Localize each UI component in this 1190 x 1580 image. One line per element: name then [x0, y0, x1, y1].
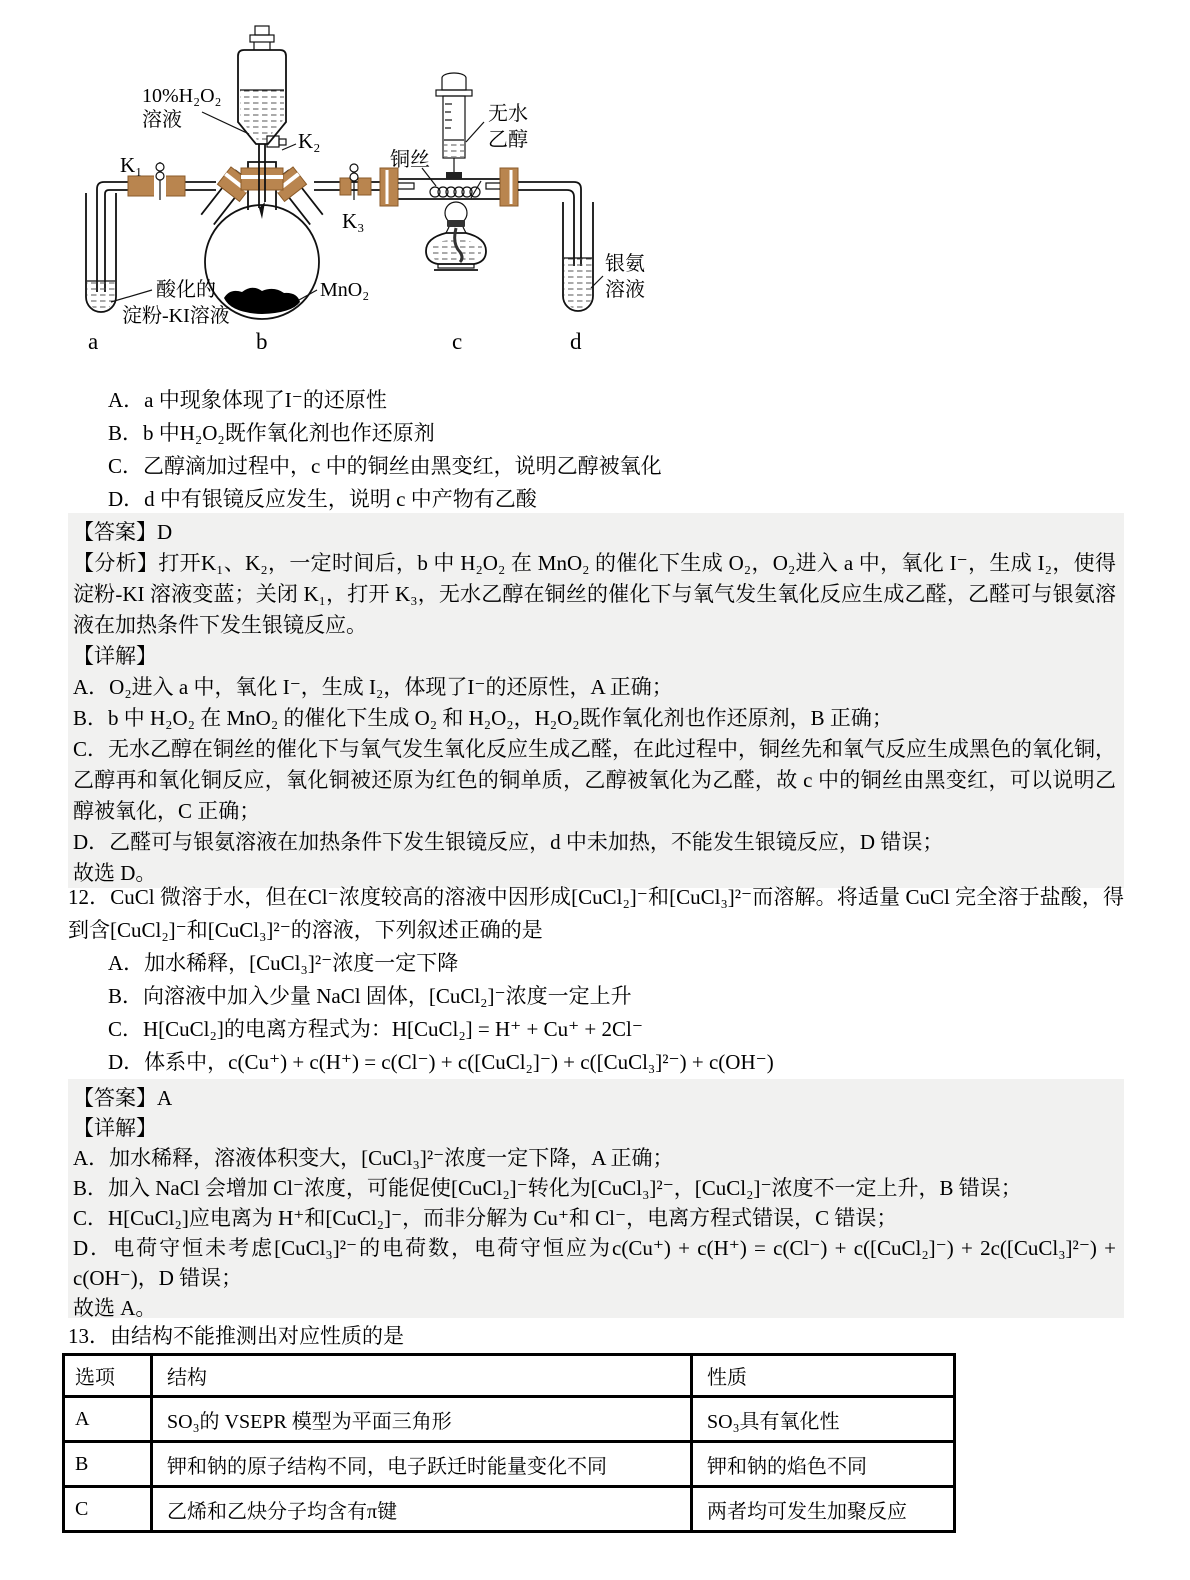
q11-answer: 【答案】D: [73, 520, 173, 544]
label-mno2: MnO₂: [320, 279, 370, 301]
ethanol-liquid: [444, 140, 464, 157]
tube-right-stopper: [500, 168, 518, 206]
label-silver-line2: 溶液: [605, 279, 645, 301]
q11-option-d: D．d 中有银镜反应发生，说明 c 中产物有乙酸: [108, 487, 537, 511]
question-12: [68, 881, 1124, 1079]
label-silver-line1: 银氨: [605, 253, 645, 275]
apparatus-diagram: [64, 16, 684, 366]
q11-detail-d: D．乙醛可与银氨溶液在加热条件下发生银镜反应，d 中未加热，不能发生银镜反应，D 错误；: [73, 830, 944, 854]
q11-answer-block: [68, 513, 1124, 888]
q12-detail-title: 【详解】: [73, 1116, 157, 1140]
q11-conclusion: 故选 D。: [73, 861, 157, 885]
row-c-option: C: [64, 1487, 152, 1532]
row-a-structure: SO₃的 VSEPR 模型为平面三角形: [152, 1397, 692, 1442]
q13-table: [62, 1353, 956, 1533]
row-b-property: 钾和钠的焰色不同: [692, 1442, 955, 1487]
pipe-tube-to-d: [518, 182, 581, 266]
stopcock-handle-icon: [156, 163, 164, 171]
needle-connector: [446, 172, 462, 179]
label-copper-wire: 铜丝: [390, 149, 430, 171]
q12-option-a: A．加水稀释，[CuCl₃]²⁻浓度一定下降: [108, 951, 459, 975]
label-k2: K₂: [298, 129, 321, 153]
q12-detail-a: A．加水稀释，溶液体积变大，[CuCl₃]²⁻浓度一定下降，A 正确；: [73, 1146, 674, 1170]
letter-d: d: [570, 329, 582, 354]
q12-answer: 【答案】A: [73, 1086, 173, 1110]
q12-conclusion: 故选 A。: [73, 1296, 157, 1320]
letter-b: b: [256, 329, 268, 354]
table-header-property: 性质: [692, 1355, 955, 1397]
table-header-row: [64, 1355, 955, 1397]
row-c-property: 两者均可发生加聚反应: [692, 1487, 955, 1532]
table-row: [64, 1487, 955, 1532]
q11-detail-title: 【详解】: [73, 644, 157, 668]
test-tube-a: [86, 193, 116, 312]
q11-detail-a: A．O₂进入 a 中，氧化 I⁻，生成 I₂，体现了I⁻的还原性，A 正确；: [73, 675, 673, 699]
table-row: [64, 1442, 955, 1487]
q11-analysis: 【分析】打开K₁、K₂，一定时间后，b 中 H₂O₂ 在 MnO₂ 的催化下生成 O₂，O₂进入 a 中，氧化 I⁻，生成 I₂，使得淀粉-KI 溶液变蓝；关闭 K₁，打开 K₃，无水乙醇在铜丝的催化下与氧气发生氧化反应生成乙醛，乙醛可与银氨溶液在加热条件下发生银镜反应。: [73, 551, 1116, 637]
label-starch-line1: 酸化的: [156, 279, 216, 301]
letter-a: a: [88, 329, 99, 354]
q12-stem: 12．CuCl 微溶于水，但在Cl⁻浓度较高的溶液中因形成[CuCl₂]⁻和[CuCl₃]²⁻而溶解。将适量 CuCl 完全溶于盐酸，得到含[CuCl₂]⁻和[CuCl₃]²⁻的溶液，下列叙述正确的是: [68, 885, 1124, 942]
tube-left-stopper: [380, 168, 398, 206]
alcohol-lamp: [426, 202, 486, 270]
letter-c: c: [452, 329, 463, 354]
q12-detail-b: B．加入 NaCl 会增加 Cl⁻浓度，可能促使[CuCl₂]⁻转化为[CuCl₃]²⁻，[CuCl₂]⁻浓度不一定上升，B 错误；: [73, 1176, 1022, 1200]
q12-option-c: C．H[CuCl₂]的电离方程式为：H[CuCl₂] = H⁺ + Cu⁺ + 2Cl⁻: [108, 1017, 643, 1041]
table-header-structure: 结构: [152, 1355, 692, 1397]
row-a-option: A: [64, 1397, 152, 1442]
starch-ki-liquid: [87, 281, 115, 310]
mno2-solid: [224, 288, 300, 314]
table-row: [64, 1397, 955, 1442]
label-h2o2-line1: 10%H₂O₂: [142, 85, 222, 107]
label-ethanol-line1: 无水: [488, 103, 528, 125]
q13-stem: 13．由结构不能推测出对应性质的是: [68, 1324, 404, 1348]
q12-detail-c: C．H[CuCl₂]应电离为 H⁺和[CuCl₂]⁻，而非分解为 Cu⁺和 Cl⁻，电离方程式错误，C 错误；: [73, 1206, 898, 1230]
q11-detail-c: C．无水乙醇在铜丝的催化下与氧气发生氧化反应生成乙醛，在此过程中，铜丝先和氧气反应生成黑色的氧化铜，乙醇再和氧化铜反应，氧化铜被还原为红色的铜单质，乙醇被氧化为乙醛，故 c 中的铜丝由黑变红，可以说明乙醇被氧化，C 正确；: [73, 737, 1117, 823]
q12-detail-d: D．电荷守恒未考虑[CuCl₃]²⁻的电荷数，电荷守恒应为c(Cu⁺) + c(H⁺) = c(Cl⁻) + c([CuCl₂]⁻) + 2c([CuCl₃]²⁻) + c(OH⁻)，D 错误；: [73, 1236, 1116, 1290]
q11-options: [108, 384, 662, 516]
lamp-cap: [447, 220, 465, 227]
copper-wire-coil: [430, 181, 481, 198]
label-starch-line2: 淀粉-KI溶液: [122, 305, 230, 327]
funnel-stopper: [255, 26, 269, 35]
syringe: [436, 73, 472, 179]
table-header-option: 选项: [64, 1355, 152, 1397]
q12-option-d: D．体系中，c(Cu⁺) + c(H⁺) = c(Cl⁻) + c([CuCl₂]⁻) + c([CuCl₃]²⁻) + c(OH⁻): [108, 1050, 774, 1074]
q11-detail-b: B．b 中 H₂O₂ 在 MnO₂ 的催化下生成 O₂ 和 H₂O₂，H₂O₂既作氧化剂也作还原剂，B 正确；: [73, 706, 893, 730]
row-b-option: B: [64, 1442, 152, 1487]
row-a-property: SO₃具有氧化性: [692, 1397, 955, 1442]
test-tube-d: [563, 202, 593, 311]
q11-option-a: A．a 中现象体现了I⁻的还原性: [108, 388, 387, 412]
silver-ammonia-liquid: [564, 258, 592, 309]
label-k1: K₁: [120, 153, 143, 177]
q11-option-c: C．乙醇滴加过程中，c 中的铜丝由黑变红，说明乙醇被氧化: [108, 454, 662, 478]
q11-option-b: B．b 中H₂O₂既作氧化剂也作还原剂: [108, 421, 435, 445]
row-b-structure: 钾和钠的原子结构不同，电子跃迁时能量变化不同: [152, 1442, 692, 1487]
row-c-structure: 乙烯和乙炔分子均含有π键: [152, 1487, 692, 1532]
q12-option-b: B．向溶液中加入少量 NaCl 固体，[CuCl₂]⁻浓度一定上升: [108, 984, 632, 1008]
q12-answer-block: [68, 1079, 1124, 1318]
label-h2o2-line2: 溶液: [142, 109, 182, 131]
label-ethanol-line2: 乙醇: [488, 129, 528, 151]
label-k3: K₃: [342, 209, 365, 233]
